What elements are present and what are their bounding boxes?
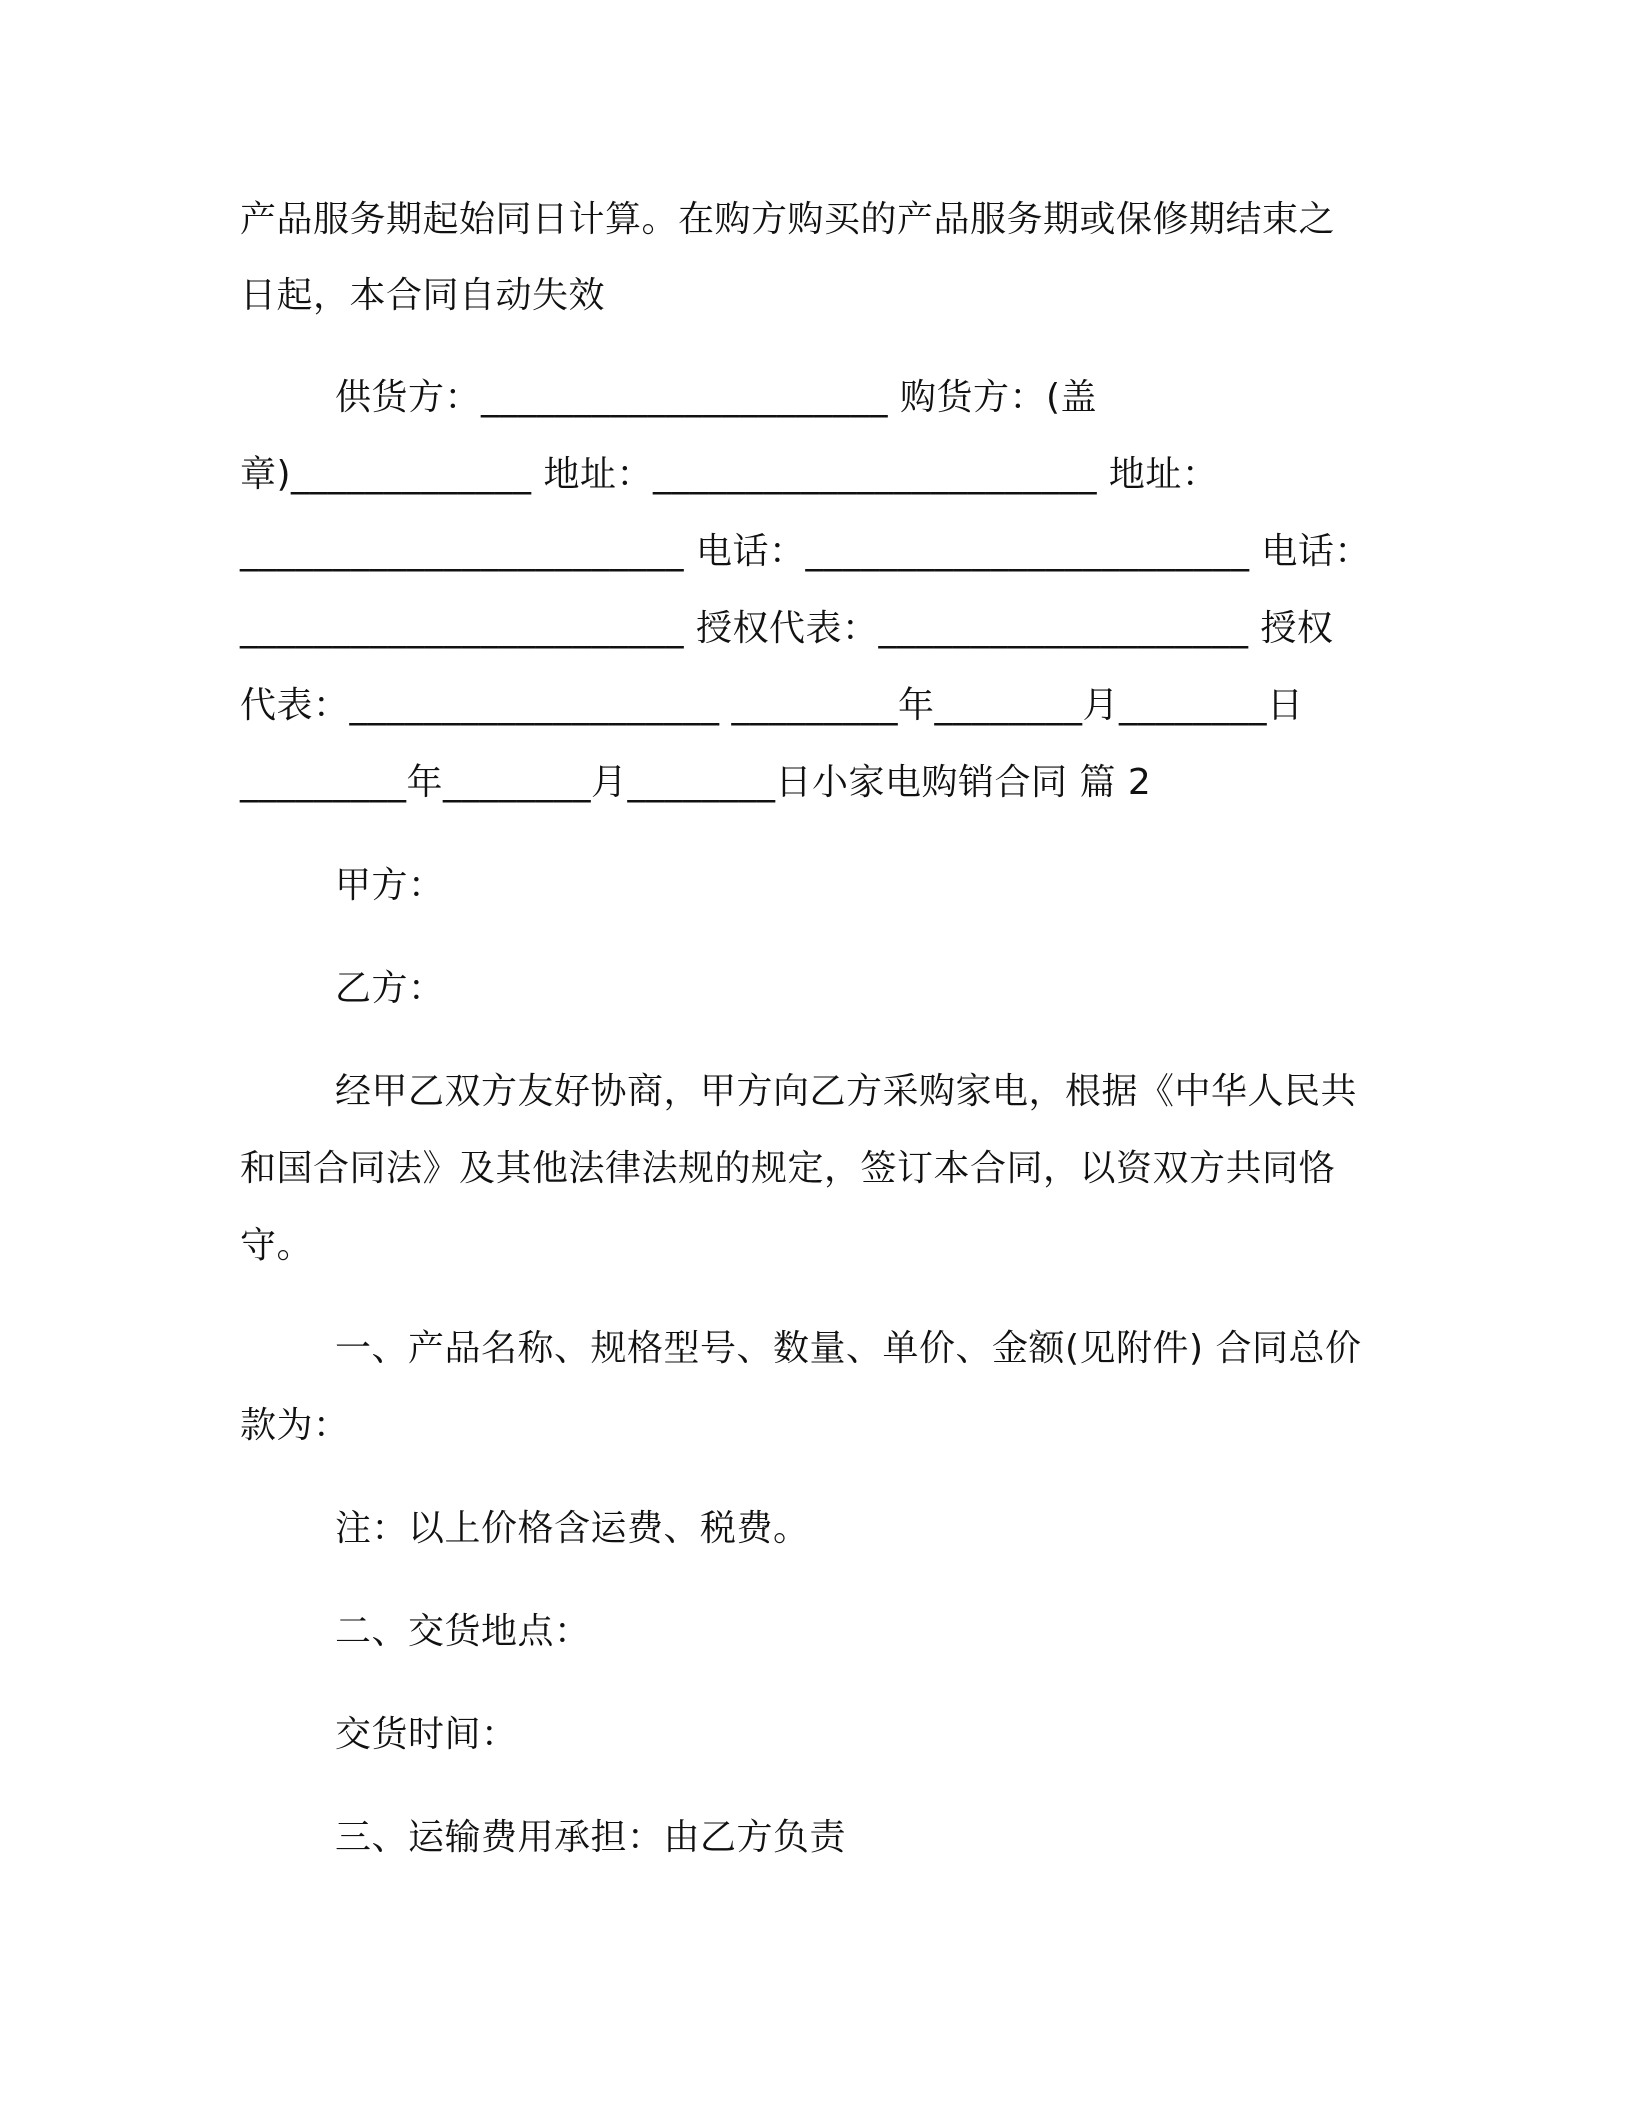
- clause-line: 三、运输费用承担：由乙方负责: [335, 1817, 847, 1858]
- clause-line: 一、产品名称、规格型号、数量、单价、金额(见附件) 合同总价: [335, 1328, 1362, 1369]
- note-line: 注：以上价格含运费、税费。: [335, 1508, 810, 1549]
- paragraph-line: 经甲乙双方友好协商，甲方向乙方采购家电，根据《中华人民共: [335, 1071, 1358, 1112]
- party-a-label: 甲方：: [335, 865, 445, 906]
- paragraph-line: 日起，本合同自动失效: [240, 275, 606, 316]
- clause-line: 二、交货地点：: [335, 1611, 591, 1652]
- clause-line: 交货时间：: [335, 1714, 518, 1755]
- section-heading-line: _________年________月________日小家电购销合同 篇 2: [240, 762, 1152, 803]
- paragraph-line: 产品服务期起始同日计算。在购方购买的产品服务期或保修期结束之: [240, 199, 1336, 240]
- signature-line: 供货方：______________________ 购货方：(盖: [335, 377, 1097, 418]
- signature-line: ________________________ 授权代表：____________________ 授权: [240, 608, 1334, 649]
- signature-line: ________________________ 电话：________________________ 电话：: [240, 531, 1371, 572]
- paragraph-line: 守。: [240, 1225, 314, 1266]
- party-b-label: 乙方：: [335, 968, 445, 1009]
- signature-line: 代表：____________________ _________年________月________日: [240, 685, 1304, 726]
- paragraph-line: 和国合同法》及其他法律法规的规定，签订本合同，以资双方共同恪: [240, 1148, 1336, 1189]
- clause-line: 款为：: [240, 1405, 350, 1446]
- signature-line: 章)_____________ 地址：________________________ 地址：: [240, 454, 1219, 495]
